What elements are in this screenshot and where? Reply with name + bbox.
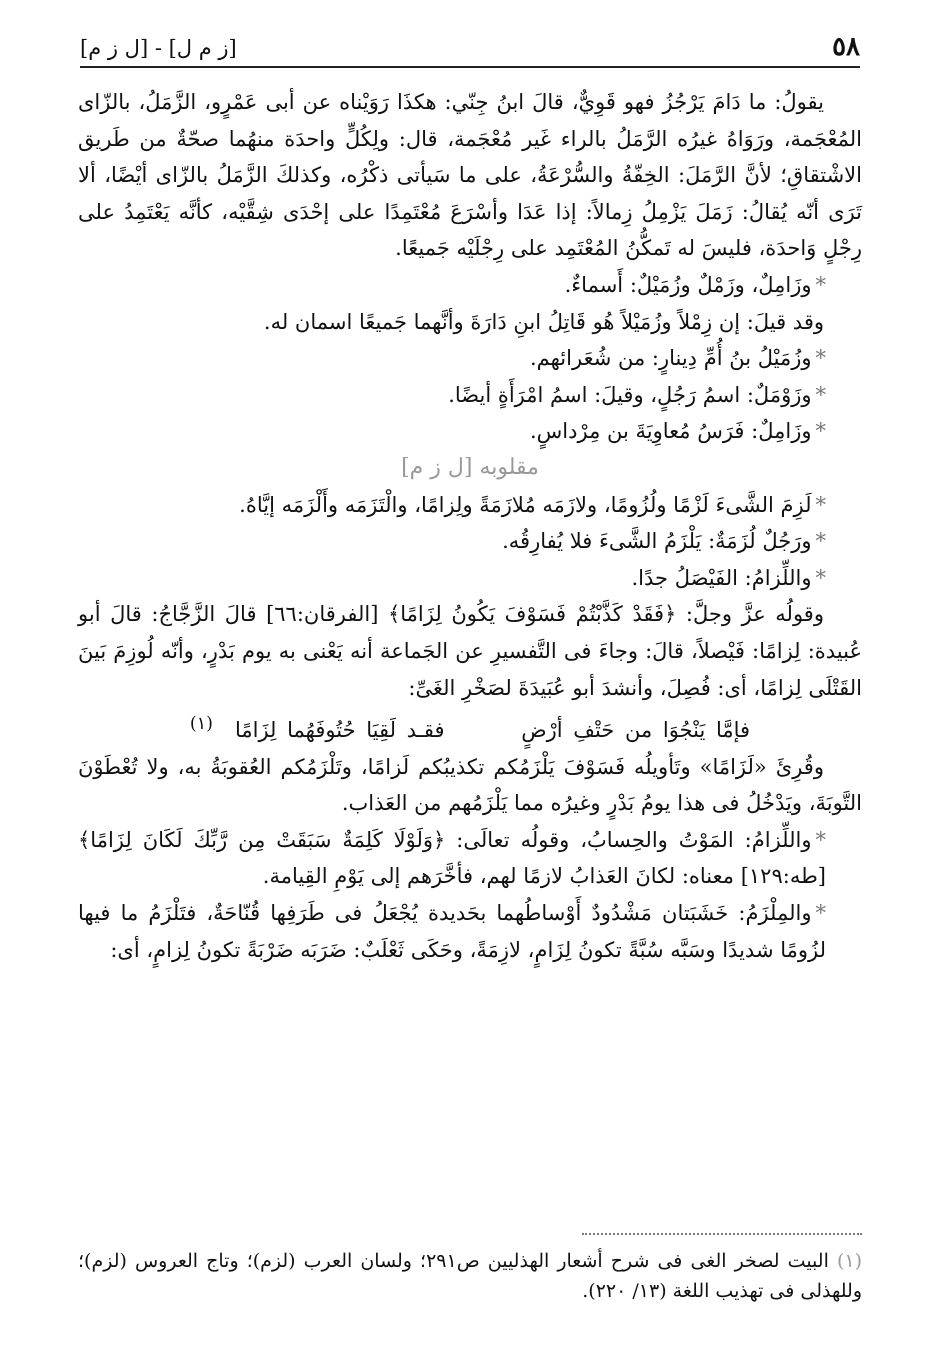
entry-text: لَزِمَ الشَّىءَ لَزْمًا ولُزُومًا، ولازَمَه مُلازَمَةً ولِزامًا، والْتَزَمَه وأَلْزَمَه إيَّاهُ.	[239, 492, 812, 517]
footnote-ref: (١)	[189, 714, 213, 735]
star-icon: *	[815, 565, 826, 590]
entry-text: ورَجُلٌ لُزَمَةٌ: يَلْزَمُ الشَّىءَ فلا يُفارِقُه.	[502, 529, 812, 554]
entry	[78, 523, 862, 560]
star-icon: *	[815, 272, 826, 297]
entry	[78, 822, 862, 895]
footnotes	[78, 1246, 862, 1306]
entry-text: وزُمَيْلُ بنُ أُمِّ دِينارٍ: من شُعَرائهم.	[529, 346, 812, 371]
entry-text: وزَوْمَلٌ: اسمُ رَجُلٍ، وقيلَ: اسمُ امْرَأَةٍ أيضًا.	[448, 382, 812, 407]
footnote	[78, 1246, 862, 1306]
star-icon: *	[815, 901, 826, 926]
star-icon: *	[815, 529, 826, 554]
star-icon: *	[815, 419, 826, 444]
footnote-number: (١)	[836, 1250, 862, 1272]
entry	[78, 340, 862, 377]
entry	[78, 895, 862, 968]
star-icon: *	[815, 382, 826, 407]
paragraph: يقولُ: ما دَامَ يَرْجُزُ فهو قَوِيٌّ، قالَ ابنُ جِنّي: هكذَا رَوَيْناه عن أبى عَمْرٍو، الزَّمَلُ، بالزّاى المُعْجَمة، ورَوَاهُ غيرُه الرَّمَلُ بالراء غَير مُعْجَمة، قال: ولِكُلٍّ واحدَة منهُما صحّةٌ من طَريق الاشْتقاقِ؛ لأنَّ الرَّمَلَ: الخِفّةُ والسُّرْعَةُ، على ما سَيأتى ذكْرُه، وكذلكَ الزَّمَلُ بالزّاى أيْضًا، ألا تَرَى أنّه يُقالُ: زَمَلَ يَزْمِلُ زِمالاً: إذا عَدَا وأسْرَعَ مُعْتَمِدًا على إحْدَى شِقَّيْه، كأنَّه يَعْتَمِدُ على رِجْلٍ وَاحدَة، فليسَ له تَمكُّنُ المُعْتَمِد على رِجْلَيْه جَميعًا.	[78, 90, 862, 261]
entry	[78, 413, 862, 450]
paragraph: وقد قيلَ: إن زِمْلاً وزُمَيْلاً هُو قَاتِلُ ابنِ دَارَةَ وأنَّهما جَميعًا اسمان له.	[263, 309, 824, 334]
entry	[78, 267, 862, 304]
page-number: ٥٨	[832, 32, 860, 62]
main-text	[78, 84, 862, 968]
paragraph: وقولُه عزَّ وجلَّ: ﴿فَقَدْ كَذَّبْتُمْ فَسَوْفَ يَكُونُ لِزَامًا﴾ [الفرقان:٦٦] قالَ الزَّجَّاجُ: قالَ أبو عُبيدة: لِزامًا: فَيْصلاً، قالَ: وجاءَ فى التَّفسيرِ عن الجَماعة أنه يَعْنى به يوم بَدْرٍ، وأنّه لُوزِمَ بَينَ القَتْلَى لِزامًا، أى: فُصِلَ، وأنشدَ أبو عُبَيدَةَ لصَخْرِ الغَىِّ:	[78, 602, 862, 700]
entry	[78, 560, 862, 597]
verse-second-hemistich	[189, 714, 467, 743]
paragraph: وقُرِئَ «لَزَامًا» وتَأويلُه فَسَوْفَ يَلْزَمُكم تكذيبُكم لَزامًا، وتَلْزَمُكم العُقوبَةُ به، ولا تُعْطَوْنَ التَّوبَةَ، ويَدْخُلُ فى هذا يومُ بَدْرٍ وغيرُه مما يَلْزَمُهم من العَذاب.	[78, 754, 862, 816]
entry-text: والمِلْزَمُ: خَشَبَتان مَشْدُودٌ أَوْساطُهما بحَديدة يُجْعَلُ فى طَرَفِها قُنّاحَةٌ، فتَلْزَمُ ما فيها لزُومًا شديدًا وسَبَّه سُبَّةً تكونُ لِزَامٍ، لازِمَةً، وحَكَى ثَعْلَبٌ: ضَرَبَه ضَرْبَةً تكونُ لِزامٍ، أى:	[78, 901, 826, 962]
star-icon: *	[815, 827, 826, 852]
entry-text: وزَامِلٌ: فَرَسُ مُعاوِيَةَ بن مِرْداسٍ.	[530, 419, 812, 444]
poetry-verse	[78, 706, 862, 749]
star-icon: *	[815, 492, 826, 517]
entry-text: واللِّزامُ: الفَيْصَلُ جدًا.	[631, 565, 812, 590]
footnote-text: البيت لصخر الغى فى شرح أشعار الهذليين ص٢٩١؛ ولسان العرب (لزم)؛ وتاج العروس (لزم)؛ وللهذلى فى تهذيب اللغة (١٣/ ٢٢٠).	[78, 1250, 862, 1302]
verse-first-hemistich: فإمَّا يَنْجُوَا من حَتْفِ أرْضٍ	[521, 718, 751, 743]
entry-text: وزَامِلٌ، وزَمْلٌ وزُمَيْلٌ: أَسماءٌ.	[564, 272, 812, 297]
running-head: [ز م ل] - [ل ز م]	[80, 36, 237, 60]
footnote-divider	[582, 1233, 862, 1235]
verse-second-text: فقـد لَقِيَا حُتُوفَهُما لِزَامًا	[234, 718, 445, 743]
entry-text: واللِّزامُ: المَوْتُ والحِسابُ، وقولُه تعالَى: ﴿وَلَوْلَا كَلِمَةٌ سَبَقَتْ مِن رَّبِّكَ لَكَانَ لِزَامًا﴾ [طه:١٢٩] معناه: لكانَ العَذابُ لازمًا لهم، فأخَّرَهم إلى يَوْمِ القِيامة.	[78, 827, 826, 889]
entry	[78, 487, 862, 524]
entry	[78, 377, 862, 414]
star-icon: *	[815, 346, 826, 371]
page-header	[80, 28, 860, 68]
section-title: مقلوبه [ل ز م]	[401, 454, 539, 480]
